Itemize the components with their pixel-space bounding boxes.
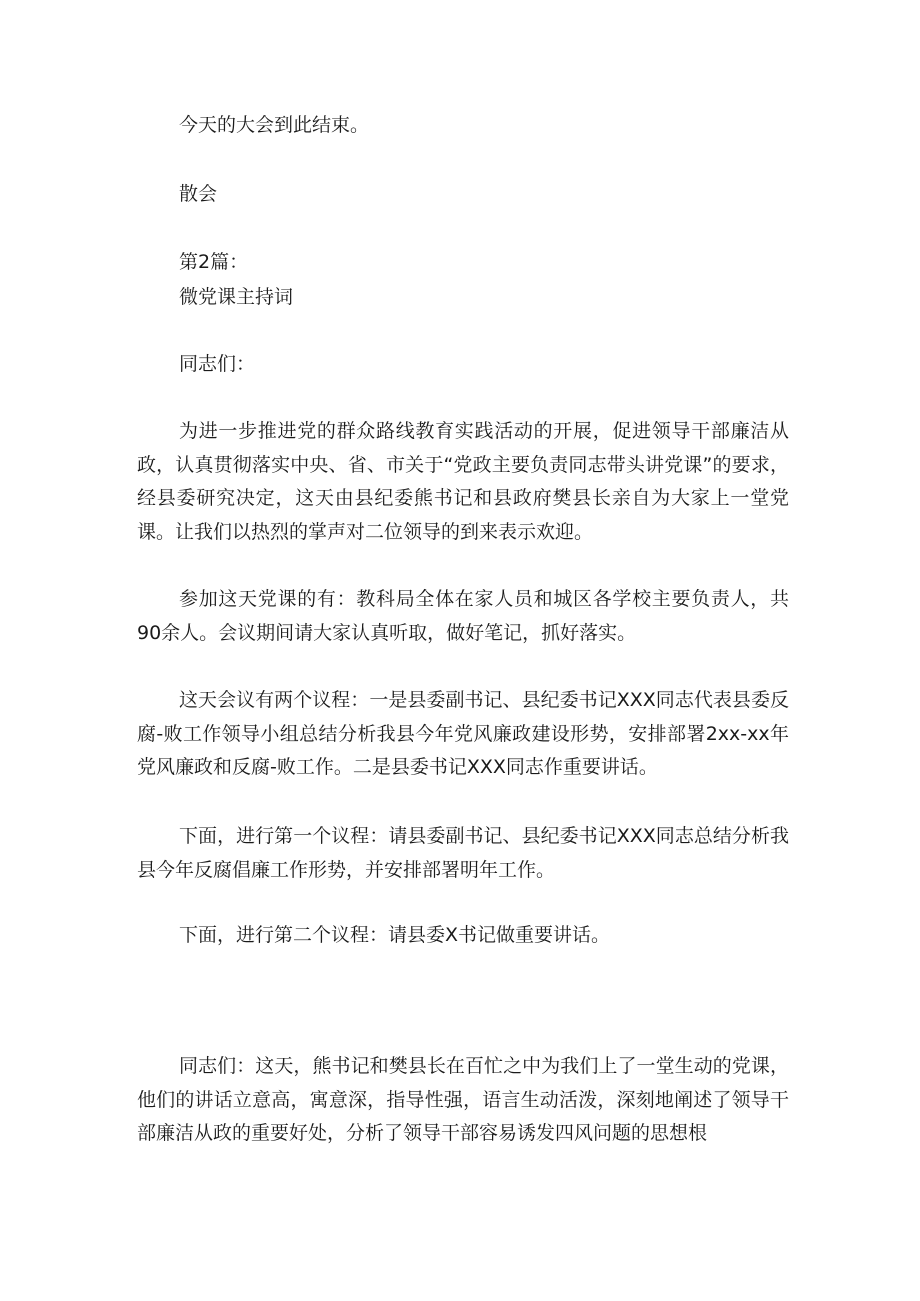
paragraph-2: 参加这天党课的有：教科局全体在家人员和城区各学校主要负责人，共90余人。会议期间请大家认真听取，做好笔记，抓好落实。 [137, 588, 789, 644]
section-title: 微党课主持词 [179, 286, 294, 308]
paragraph-5: 下面，进行第二个议程：请县委X书记做重要讲话。 [179, 924, 611, 946]
paragraph-6: 同志们：这天，熊书记和樊县长在百忙之中为我们上了一堂生动的党课，他们的讲话立意高，寓意深，指导性强，语言生动活泼，深刻地阐述了领导干部廉洁从政的重要好处，分析了领导干部容易诱发四风问题的思想根 [137, 1055, 789, 1144]
paragraph-3: 这天会议有两个议程：一是县委副书记、县纪委书记XXX同志代表县委反腐-败工作领导小组总结分析我县今年党风廉政建设形势，安排部署2xx-xx年党风廉政和反腐-败工作。二是县委书记XXX同志作重要讲话。 [137, 689, 789, 778]
section-number: 第2篇： [179, 251, 249, 273]
salutation: 同志们： [179, 353, 256, 375]
paragraph-1: 为进一步推进党的群众路线教育实践活动的开展，促进领导干部廉洁从政，认真贯彻落实中央、省、市关于“党政主要负责同志带头讲党课”的要求，经县委研究决定，这天由县纪委熊书记和县政府樊县长亲自为大家上一堂党课。让我们以热烈的掌声对二位领导的到来表示欢迎。 [137, 420, 789, 543]
paragraph-4: 下面，进行第一个议程：请县委副书记、县纪委书记XXX同志总结分析我县今年反腐倡廉工作形势，并安排部署明年工作。 [137, 825, 789, 881]
adjourn-line: 散会 [179, 183, 218, 205]
closing-line: 今天的大会到此结束。 [179, 114, 370, 136]
